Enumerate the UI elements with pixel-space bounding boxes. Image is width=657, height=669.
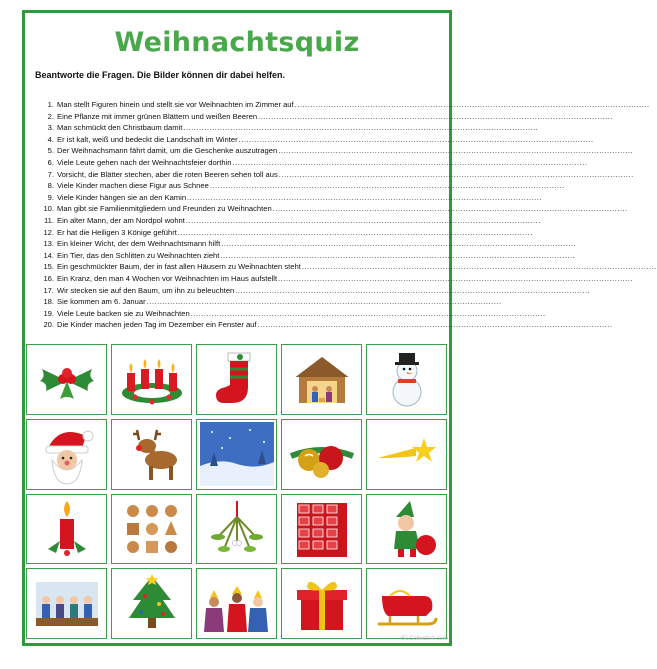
picture-elf — [366, 494, 447, 565]
question-item — [35, 169, 634, 181]
answer-line: ........................................................................................................................................ — [146, 297, 502, 307]
question-item — [35, 308, 546, 320]
question-text: Der Weihnachsmann fährt damit, um die Geschenke auszutragen — [57, 146, 278, 156]
picture-snow-landscape — [196, 419, 277, 490]
mistletoe-icon — [200, 497, 274, 561]
question-list — [35, 99, 657, 331]
footer-watermark: iSLCollective.com — [400, 636, 448, 642]
question-text: Ein Kranz, den man 4 Wochen vor Weihnachten im Haus aufstellt — [57, 273, 278, 283]
question-text: Viele Kinder hängen sie an den Kamin — [57, 192, 187, 202]
question-item — [35, 250, 576, 262]
answer-line: ........................................................................................................................................ — [220, 250, 576, 260]
holly-icon — [30, 347, 104, 411]
worksheet-title: Weihnachtsquiz — [114, 27, 360, 58]
question-number: 2. — [47, 111, 54, 121]
christmas-baubles-icon — [285, 422, 359, 486]
picture-nativity — [281, 344, 362, 415]
stocking-icon — [200, 347, 274, 411]
shooting-star-icon — [370, 422, 444, 486]
question-number: 7. — [47, 169, 54, 179]
picture-mistletoe — [196, 494, 277, 565]
advent-calendar-icon — [285, 497, 359, 561]
picture-stocking — [196, 344, 277, 415]
picture-candle — [26, 494, 107, 565]
worksheet — [22, 10, 657, 646]
question-item — [35, 180, 565, 192]
question-number: 20. — [43, 320, 54, 330]
question-number: 14. — [43, 250, 54, 260]
santa-claus-icon — [30, 422, 104, 486]
question-number: 11. — [44, 215, 54, 225]
question-item — [35, 203, 628, 215]
gift-present-icon — [285, 572, 359, 636]
question-item — [35, 157, 588, 169]
instruction-text: Beantworte die Fragen. Die Bilder können dir dabei helfen. — [35, 70, 286, 80]
answer-line: ........................................................................................................................................ — [278, 169, 634, 179]
question-item — [35, 261, 657, 273]
question-item — [35, 285, 591, 297]
nativity-scene-icon — [285, 347, 359, 411]
question-text: Ein Tier, das den Schlitten zu Weihnachten zieht — [57, 250, 220, 260]
answer-line: ........................................................................................................................................ — [235, 285, 591, 295]
question-item — [35, 122, 539, 134]
answer-line: ........................................................................................................................................ — [294, 100, 650, 109]
question-text: Die Kinder machen jeden Tag im Dezember ein Fenster auf — [57, 320, 257, 330]
picture-snowman — [366, 344, 447, 415]
christmas-cookies-icon — [115, 497, 189, 561]
picture-advent-wreath — [111, 344, 192, 415]
picture-church — [26, 568, 107, 639]
question-item — [35, 111, 614, 123]
church-service-icon — [30, 572, 104, 636]
candle-icon — [30, 497, 104, 561]
snow-landscape-icon — [200, 422, 274, 486]
question-text: Ein geschmückter Baum, der in fast allen Häusern zu Weihnachten steht — [57, 262, 301, 272]
question-text: Man schmückt den Christbaum damit — [57, 123, 183, 133]
question-text: Viele Leute backen sie zu Weihnachten — [57, 308, 190, 318]
picture-advent-calendar — [281, 494, 362, 565]
snowman-icon — [370, 347, 444, 411]
answer-line: ........................................................................................................................................ — [190, 308, 546, 318]
question-item — [35, 145, 634, 157]
answer-line: ........................................................................................................................................ — [177, 227, 533, 237]
answer-line: ........................................................................................................................................ — [301, 262, 657, 272]
picture-present — [281, 568, 362, 639]
question-number: 9. — [47, 192, 54, 202]
christmas-tree-icon — [115, 572, 189, 636]
sleigh-icon — [370, 572, 444, 636]
answer-line: ........................................................................................................................................ — [258, 111, 614, 121]
question-number: 15. — [43, 262, 54, 272]
question-text: Viele Kinder machen diese Figur aus Schnee — [57, 181, 209, 191]
question-number: 4. — [47, 134, 54, 144]
picture-shooting-star — [366, 419, 447, 490]
question-number: 18. — [43, 297, 54, 307]
question-number: 1. — [47, 100, 54, 109]
question-number: 16. — [43, 273, 54, 283]
answer-line: ........................................................................................................................................ — [278, 146, 634, 156]
answer-line: ........................................................................................................................................ — [232, 157, 588, 167]
answer-line: ........................................................................................................................................ — [257, 320, 613, 330]
picture-baubles — [281, 419, 362, 490]
question-number: 5. — [47, 146, 54, 156]
question-item — [35, 319, 613, 331]
picture-sleigh — [366, 568, 447, 639]
question-number: 19. — [43, 308, 54, 318]
question-item — [35, 273, 633, 285]
picture-three-kings — [196, 568, 277, 639]
question-text: Wir stecken sie auf den Baum, um ihn zu beleuchten — [57, 285, 235, 295]
picture-grid — [26, 344, 447, 639]
answer-line: ........................................................................................................................................ — [185, 215, 541, 225]
question-text: Viele Leute gehen nach der Weihnachtsfeier dorthin — [57, 157, 232, 167]
question-text: Vorsicht, die Blätter stechen, aber die roten Beeren sehen toll aus — [57, 169, 278, 179]
advent-wreath-icon — [115, 347, 189, 411]
picture-reindeer — [111, 419, 192, 490]
question-text: Er hat die Heiligen 3 Könige geführt — [57, 227, 177, 237]
picture-holly — [26, 344, 107, 415]
question-item — [35, 215, 541, 227]
question-text: Eine Pflanze mit immer grünen Blättern und weißen Beeren — [57, 111, 258, 121]
picture-cookies — [111, 494, 192, 565]
question-number: 12. — [43, 227, 54, 237]
question-item — [35, 99, 650, 111]
question-number: 8. — [47, 181, 54, 191]
question-number: 6. — [47, 157, 54, 167]
three-kings-icon — [200, 572, 274, 636]
question-item — [35, 134, 594, 146]
picture-christmas-tree — [111, 568, 192, 639]
question-text: Man gibt sie Familienmitgliedern und Freunden zu Weihnachten — [57, 204, 272, 214]
question-item — [35, 296, 502, 308]
question-number: 3. — [47, 123, 54, 133]
question-text: Sie kommen am 6. Januar — [57, 297, 146, 307]
question-text: Ein kleiner Wicht, der dem Weihnachtsmann hilft — [57, 239, 221, 249]
question-number: 13. — [43, 239, 54, 249]
reindeer-icon — [115, 422, 189, 486]
answer-line: ........................................................................................................................................ — [238, 134, 594, 144]
question-item — [35, 227, 533, 239]
answer-line: ........................................................................................................................................ — [278, 273, 633, 283]
elf-icon — [370, 497, 444, 561]
question-text: Ein alter Mann, der am Nordpol wohnt — [57, 215, 185, 225]
question-number: 17. — [43, 285, 54, 295]
answer-line: ........................................................................................................................................ — [272, 204, 628, 214]
question-item — [35, 192, 542, 204]
question-item — [35, 238, 577, 250]
question-number: 10. — [43, 204, 54, 214]
answer-line: ........................................................................................................................................ — [187, 192, 542, 202]
picture-santa — [26, 419, 107, 490]
answer-line: ........................................................................................................................................ — [209, 181, 565, 191]
question-text: Er ist kalt, weiß und bedeckt die Landschaft im Winter — [57, 134, 238, 144]
question-text: Man stellt Figuren hinein und stellt sie vor Weihnachten im Zimmer auf — [57, 100, 294, 109]
answer-line: ........................................................................................................................................ — [183, 123, 539, 133]
answer-line: ........................................................................................................................................ — [221, 239, 577, 249]
